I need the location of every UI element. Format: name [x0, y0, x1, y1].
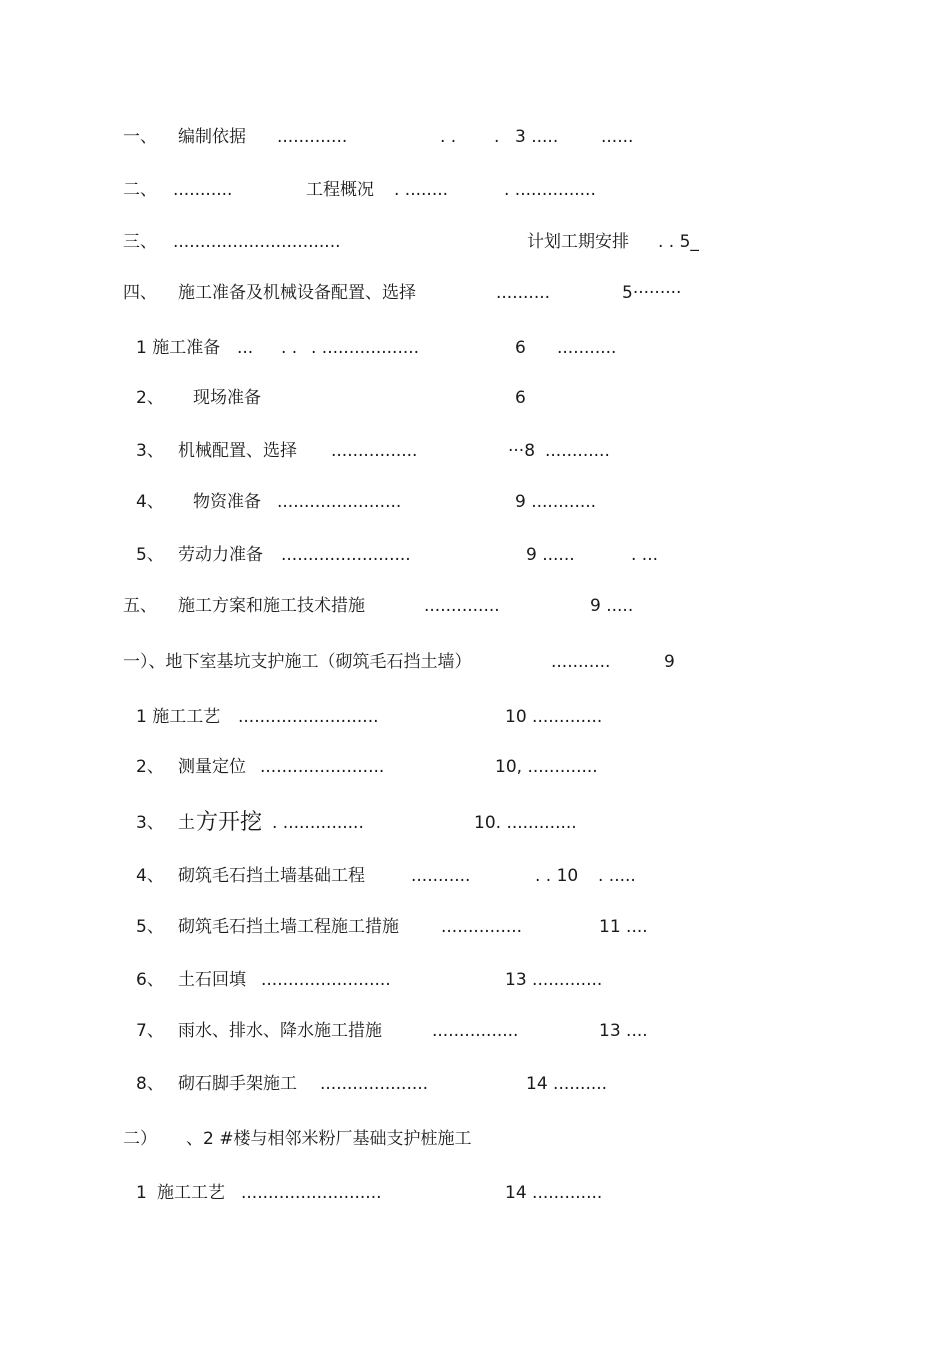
toc-leader: . ...: [631, 545, 659, 565]
toc-leader: . .: [281, 338, 298, 358]
toc-leader: . ..................: [311, 338, 420, 358]
toc-leader: .............: [277, 127, 348, 147]
toc-title: 砌石脚手架施工: [178, 1074, 297, 1094]
toc-page-number: . . 5_: [658, 232, 699, 252]
toc-title: 雨水、排水、降水施工措施: [178, 1021, 382, 1041]
toc-number: 4、: [136, 866, 164, 886]
toc-leader: .: [494, 127, 500, 147]
toc-entry: [0, 1069, 950, 1099]
toc-title: 机械配置、选择: [178, 441, 297, 461]
toc-leader: ..........................: [241, 1183, 382, 1203]
toc-entry: [0, 647, 950, 677]
toc-page-number: . . 10: [535, 866, 579, 886]
toc-page-number: 5·········: [622, 283, 682, 303]
toc-page-number: 13 ....: [599, 1021, 648, 1041]
toc-title: 一）、地下室基坑支护施工（砌筑毛石挡土墙）: [123, 652, 472, 672]
toc-leader: ....................: [320, 1074, 429, 1094]
toc-leader: ........................: [261, 970, 391, 990]
toc-page-number: 9 .....: [590, 596, 634, 616]
toc-number: 2、: [136, 388, 164, 408]
toc-page-number: 9 ......: [526, 545, 575, 565]
toc-entry: [0, 1016, 950, 1046]
toc-entry: [0, 436, 950, 466]
toc-leader: . .....: [598, 866, 636, 886]
toc-page-number: 3 .....: [515, 127, 559, 147]
toc-title: 土: [178, 813, 195, 833]
toc-number: 五、: [123, 596, 157, 616]
toc-leader: ......: [601, 127, 634, 147]
toc-title: 土石回填: [178, 970, 246, 990]
toc-entry: [0, 808, 950, 838]
toc-number: 四、: [123, 283, 157, 303]
toc-leader: ...............: [441, 917, 523, 937]
toc-title: 施工方案和施工技术措施: [178, 596, 365, 616]
toc-title: 编制依据: [178, 127, 246, 147]
toc-leader: .......................: [277, 492, 402, 512]
toc-entry: [0, 912, 950, 942]
toc-number: 5、: [136, 545, 164, 565]
toc-entry: [0, 227, 950, 257]
toc-title: 1 施工准备: [136, 338, 221, 358]
toc-title: 劳动力准备: [178, 545, 263, 565]
toc-page-number: 14 ..........: [526, 1074, 608, 1094]
toc-leader: ............: [545, 441, 610, 461]
toc-entry: [0, 861, 950, 891]
toc-leader: ........................: [281, 545, 411, 565]
toc-number: 三、: [123, 232, 157, 252]
toc-page-number: 13 .............: [505, 970, 603, 990]
toc-leader: .......................: [260, 757, 385, 777]
toc-entry: [0, 383, 950, 413]
toc-number: 4、: [136, 492, 164, 512]
toc-page-number: 9 ............: [515, 492, 597, 512]
toc-entry: [0, 752, 950, 782]
toc-entry: [0, 1178, 950, 1208]
toc-leader: ..........: [496, 283, 551, 303]
toc-title: 物资准备: [193, 492, 261, 512]
toc-number: 6、: [136, 970, 164, 990]
toc-leader: ...: [237, 338, 254, 358]
toc-number: 3、: [136, 441, 164, 461]
toc-leader: ...............................: [173, 232, 341, 252]
toc-title: 方开挖: [196, 810, 263, 835]
toc-entry: [0, 487, 950, 517]
toc-title: 施工工艺: [157, 1183, 225, 1203]
toc-page-number: 6: [515, 338, 526, 358]
toc-page-number: 10. .............: [474, 813, 577, 833]
toc-number: 8、: [136, 1074, 164, 1094]
toc-page-number: 14 .............: [505, 1183, 603, 1203]
toc-number: 3、: [136, 813, 164, 833]
toc-number: 5、: [136, 917, 164, 937]
toc-title: 砌筑毛石挡土墙基础工程: [178, 866, 365, 886]
toc-leader: . ........: [394, 180, 449, 200]
toc-entry: [0, 591, 950, 621]
toc-leader: . ...............: [272, 813, 364, 833]
toc-number: 7、: [136, 1021, 164, 1041]
toc-title: 计划工期安排: [527, 232, 629, 252]
toc-leader: ...........: [411, 866, 471, 886]
toc-leader: ...........: [551, 652, 611, 672]
toc-number: 1: [136, 1183, 147, 1203]
toc-entry: [0, 175, 950, 205]
toc-page-number: 11 ....: [599, 917, 648, 937]
toc-page-number: 6: [515, 388, 526, 408]
toc-entry: [0, 333, 950, 363]
toc-title: 1 施工工艺: [136, 707, 221, 727]
toc-page-number: 10, .............: [495, 757, 598, 777]
toc-title: 工程概况: [306, 180, 374, 200]
toc-entry: [0, 278, 950, 308]
toc-title: 测量定位: [178, 757, 246, 777]
toc-leader: ..............: [424, 596, 500, 616]
toc-number: 二、: [123, 180, 157, 200]
toc-number: 二）: [123, 1129, 157, 1149]
toc-title: 现场准备: [193, 388, 261, 408]
toc-entry: [0, 965, 950, 995]
toc-title: 、2 #楼与相邻米粉厂基础支护桩施工: [186, 1129, 472, 1149]
toc-number: 2、: [136, 757, 164, 777]
toc-entry: [0, 702, 950, 732]
toc-entry: [0, 122, 950, 152]
toc-title: 施工准备及机械设备配置、选择: [178, 283, 416, 303]
toc-page-number: 9: [664, 652, 675, 672]
toc-leader: ..........................: [238, 707, 379, 727]
toc-leader: . .: [440, 127, 457, 147]
toc-entry: [0, 1124, 950, 1154]
toc-leader: ...........: [173, 180, 233, 200]
toc-leader: . ...............: [504, 180, 596, 200]
toc-page-number: 10 .............: [505, 707, 603, 727]
toc-number: 一、: [123, 127, 157, 147]
toc-leader: ...........: [557, 338, 617, 358]
toc-leader: ................: [432, 1021, 519, 1041]
toc-leader: ................: [331, 441, 418, 461]
toc-page-number: ···8: [508, 441, 536, 461]
toc-entry: [0, 540, 950, 570]
toc-title: 砌筑毛石挡土墙工程施工措施: [178, 917, 399, 937]
